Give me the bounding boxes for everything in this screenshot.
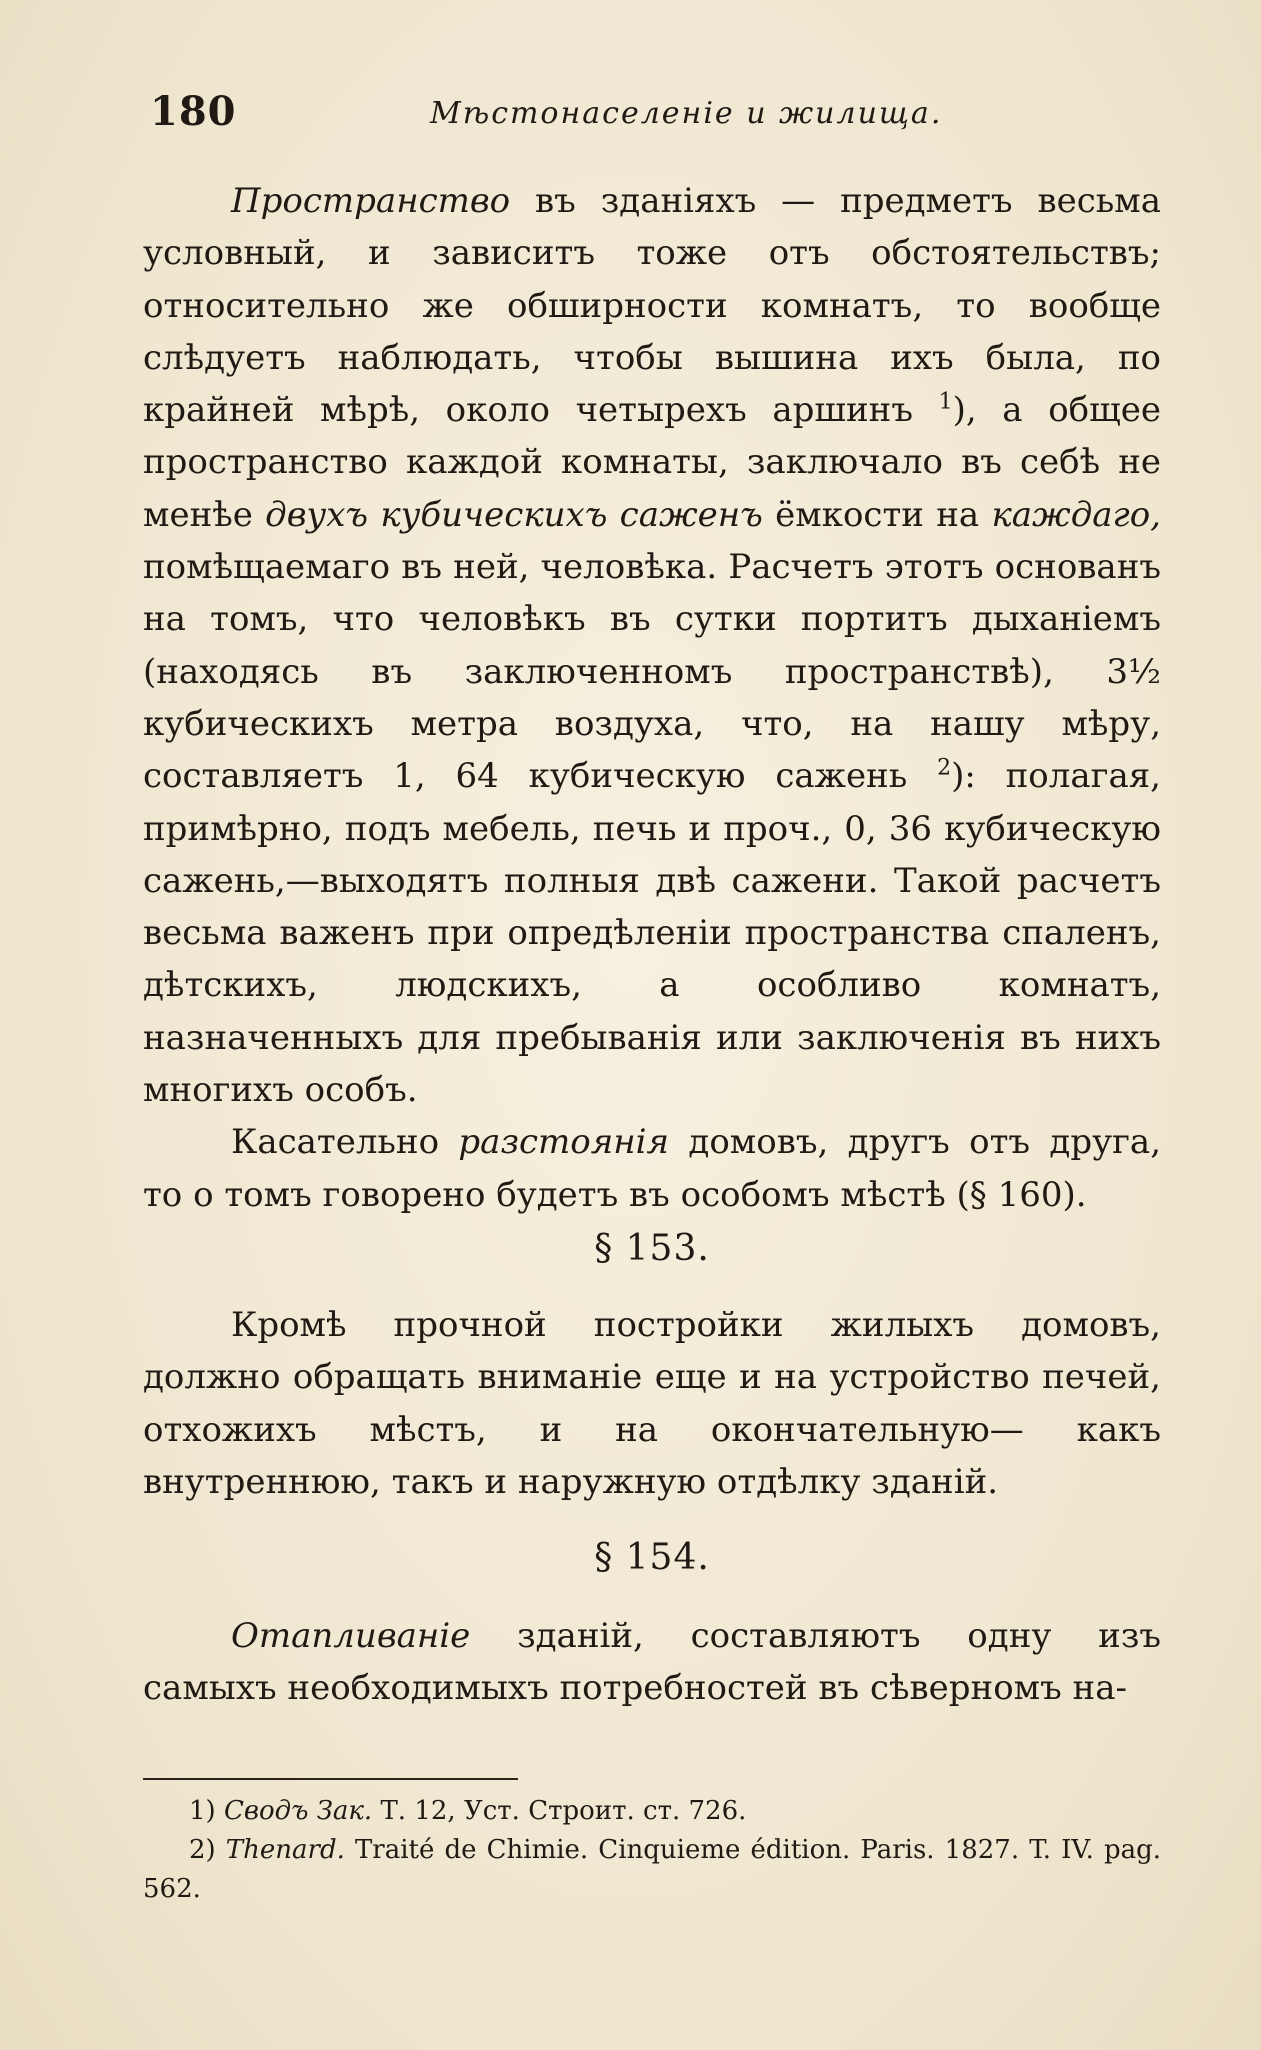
footnotes: [143, 1792, 1161, 1909]
footnote-2-source: Thenard.: [225, 1835, 345, 1865]
footnote-ref-1: 1: [938, 389, 953, 415]
paragraph-space: Пространство въ зданіяхъ — предметъ весьма условный, и зависитъ тоже отъ обстоятельствъ; относительно же обширности комнатъ, то вообще слѣдуетъ наблюдать, чтобы вышина ихъ была, по крайней мѣрѣ, около четырехъ аршинъ $^1$), а общее пространство каждой комнаты, заключало въ себѣ не менѣе двухъ кубическихъ саженъ ёмкости на каждаго, помѣщаемаго въ ней, человѣка. Расчетъ этотъ основанъ на томъ, что человѣкъ въ сутки портитъ дыханіемъ (находясь въ заключенномъ пространствѣ), 3½ кубическихъ метра воздуха, что, на нашу мѣру, составляетъ 1, 64 кубическую сажень $^2$): полагая, примѣрно, подъ мебель, печь и проч., 0, 36 кубическую сажень,—выходятъ полныя двѣ сажени. Такой расчетъ весьма важенъ при опредѣленіи пространства спаленъ, дѣтскихъ, людскихъ, а особливо комнатъ, назначенныхъ для пребыванія или заключенія въ нихъ многихъ особъ.: [143, 181, 1161, 1111]
term-space: Пространство: [231, 181, 511, 221]
running-title: Мѣстонаселеніе и жилища.: [430, 96, 943, 131]
paragraph-heating: Отапливаніе зданій, составляютъ одну изъ самыхъ необходимыхъ потребностей въ сѣверномъ на-: [143, 1616, 1161, 1709]
section-heading-154: § 154.: [594, 1537, 710, 1579]
emphasis-two-cubic-sazhens: двухъ кубическихъ саженъ: [265, 494, 763, 535]
term-distance: разстоянія: [458, 1122, 670, 1163]
page-number: 180: [150, 88, 237, 135]
footnote-divider: [143, 1778, 518, 1780]
footnote-1: 1) Сводъ Зак. Т. 12, Уст. Строит. ст. 726.: [189, 1796, 747, 1826]
footnote-2: 2) Thenard. Traité de Chimie. Cinquieme édition. Paris. 1827. T. IV. pag. 562.: [143, 1835, 1162, 1904]
term-heating: Отапливаніе: [231, 1616, 471, 1657]
section-heading-153: § 153.: [594, 1227, 710, 1269]
footnote-ref-2: 2: [937, 755, 952, 781]
body-text: [143, 175, 1161, 1715]
paragraph-distance: Касательно разстоянія домовъ, другъ отъ друга, то о томъ говорено будетъ въ особомъ мѣстѣ (§ 160).: [143, 1122, 1161, 1215]
paragraph-construction: Кромѣ прочной постройки жилыхъ домовъ, должно обращать вниманіе еще и на устройство печей, отхожихъ мѣстъ, и на окончательную— какъ внутреннюю, такъ и наружную отдѣлку зданій.: [143, 1304, 1161, 1502]
footnote-1-source: Сводъ Зак.: [223, 1796, 373, 1826]
page-header: [150, 88, 1160, 138]
emphasis-each: каждаго,: [991, 494, 1161, 535]
